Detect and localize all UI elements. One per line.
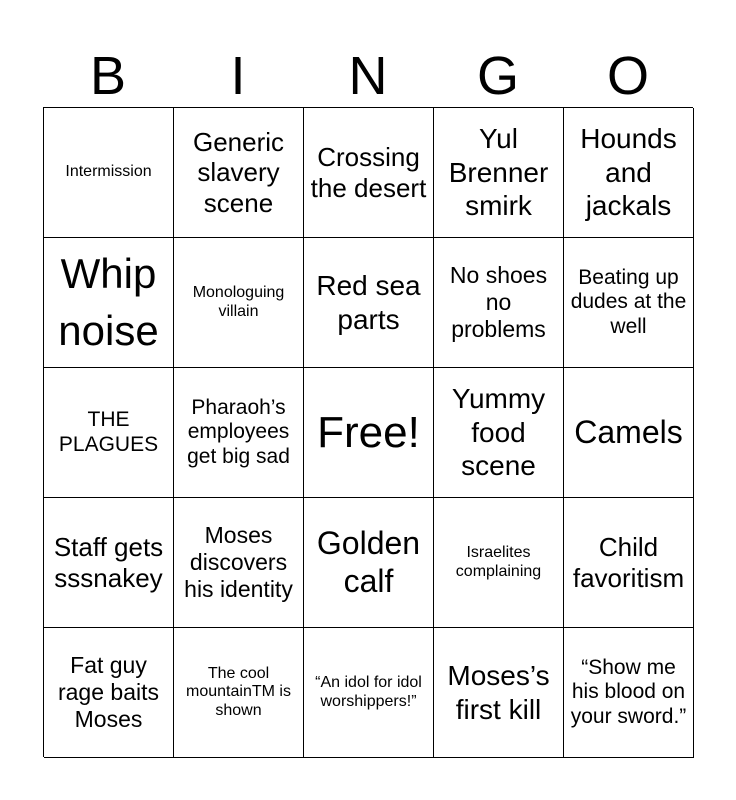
bingo-cell[interactable]: Intermission [44, 108, 174, 238]
bingo-cell[interactable]: Golden calf [304, 498, 434, 628]
bingo-cell[interactable]: Child favoritism [564, 498, 694, 628]
bingo-cell[interactable]: Yul Brenner smirk [434, 108, 564, 238]
bingo-header [43, 44, 693, 108]
bingo-cell[interactable]: Yummy food scene [434, 368, 564, 498]
bingo-cell[interactable]: Fat guy rage baits Moses [44, 628, 174, 758]
bingo-cell[interactable]: Camels [564, 368, 694, 498]
bingo-cell[interactable]: Staff gets sssnakey [44, 498, 174, 628]
header-letter-g: G [476, 46, 519, 106]
bingo-board [43, 107, 693, 757]
bingo-cell[interactable]: Monologuing villain [174, 238, 304, 368]
bingo-cell[interactable]: Pharaoh’s employees get big sad [174, 368, 304, 498]
bingo-cell[interactable]: “An idol for idol worshippers!” [304, 628, 434, 758]
bingo-cell[interactable]: Red sea parts [304, 238, 434, 368]
bingo-cell[interactable]: No shoes no problems [434, 238, 564, 368]
header-letter-b: B [89, 46, 127, 106]
bingo-cell[interactable]: Moses’s first kill [434, 628, 564, 758]
bingo-cell[interactable]: Israelites complaining [434, 498, 564, 628]
bingo-cell[interactable]: “Show me his blood on your sword.” [564, 628, 694, 758]
free-space-cell[interactable]: Free! [304, 368, 434, 498]
bingo-cell[interactable]: Crossing the desert [304, 108, 434, 238]
bingo-cell[interactable]: Generic slavery scene [174, 108, 304, 238]
bingo-cell[interactable]: THE PLAGUES [44, 368, 174, 498]
bingo-cell[interactable]: Whip noise [44, 238, 174, 368]
header-letter-n: N [348, 46, 388, 106]
bingo-cell[interactable]: Hounds and jackals [564, 108, 694, 238]
header-letter-i: I [230, 46, 246, 106]
bingo-cell[interactable]: Moses discovers his identity [174, 498, 304, 628]
bingo-cell[interactable]: Beating up dudes at the well [564, 238, 694, 368]
bingo-cell[interactable]: The cool mountainTM is shown [174, 628, 304, 758]
header-letter-o: O [606, 46, 649, 106]
